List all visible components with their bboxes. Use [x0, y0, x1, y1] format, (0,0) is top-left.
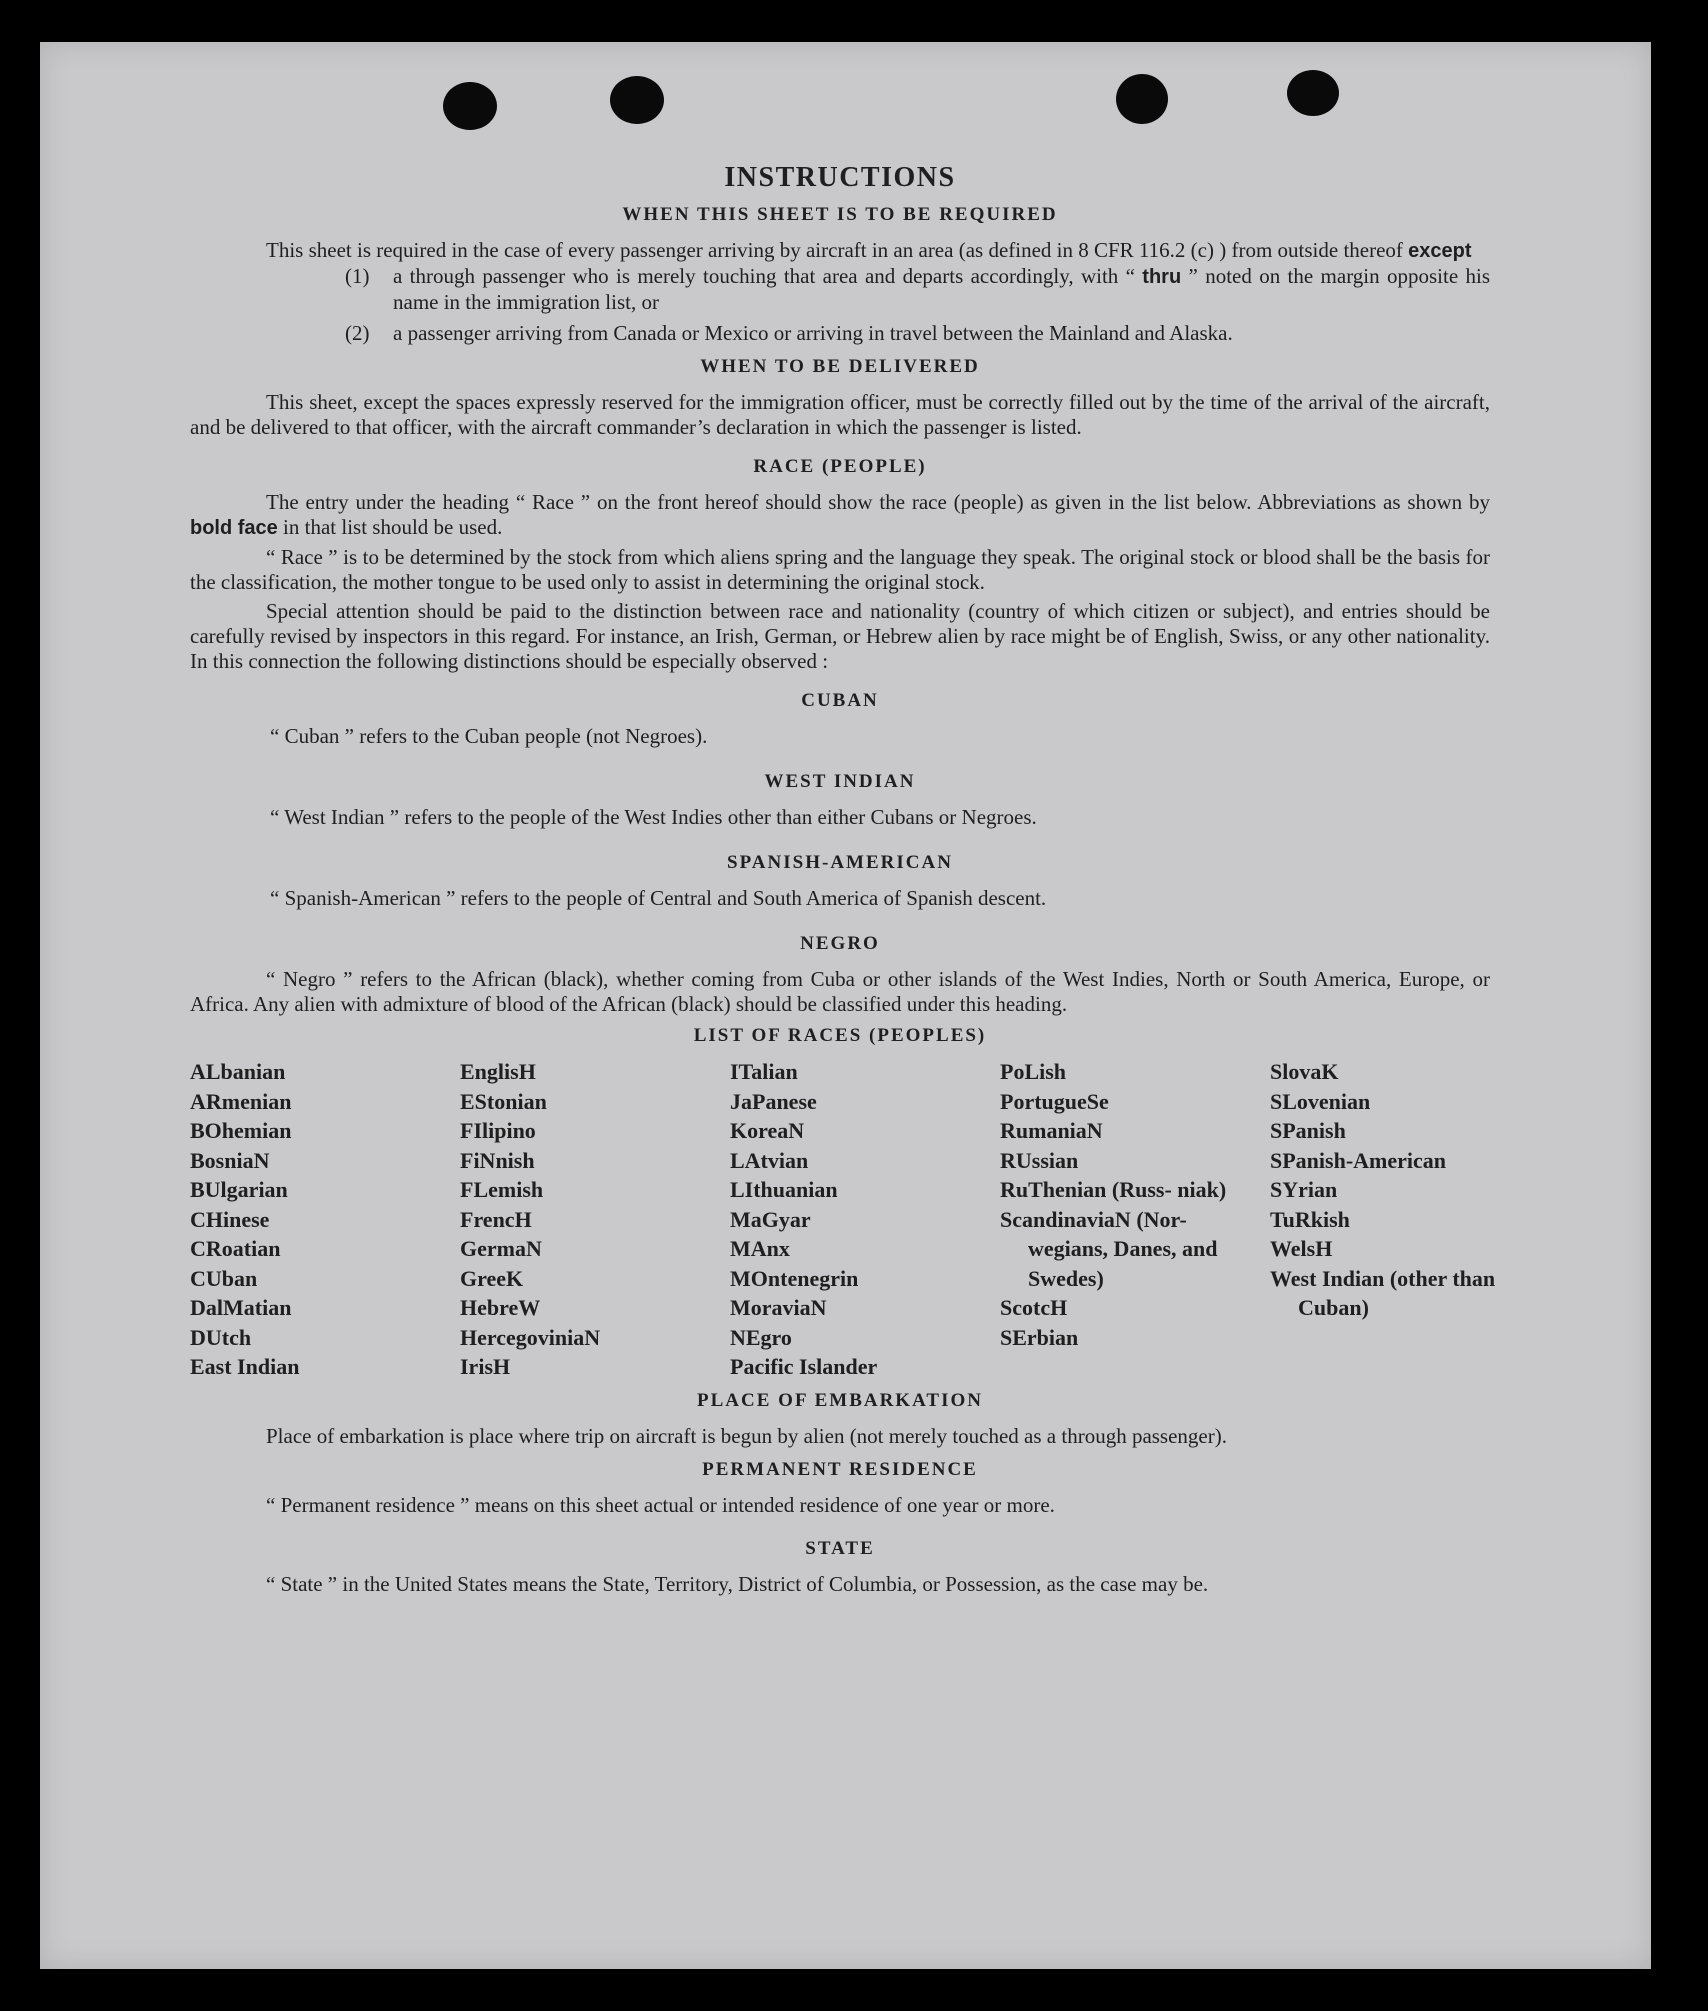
section-heading: STATE — [805, 1537, 875, 1559]
race-item: BUlgarian — [190, 1177, 288, 1202]
race-item: RuThenian (Russ- niak) — [1000, 1177, 1227, 1202]
punch-hole — [443, 82, 497, 130]
races-column — [190, 1057, 460, 1382]
race-item: LAtvian — [730, 1147, 809, 1173]
section-heading: WHEN TO BE DELIVERED — [700, 356, 980, 377]
race-item: SPanish-American — [1270, 1147, 1446, 1173]
race-item: ITalian — [730, 1059, 798, 1084]
punch-hole — [1116, 74, 1168, 124]
section-heading: CUBAN — [801, 690, 879, 711]
list-item: (1) a through passenger who is merely touching that area and departs accordingly, with “ thru ” noted on the margin opposite his name in the immigration list, or — [345, 264, 1490, 314]
race-item: FIlipino — [460, 1118, 536, 1143]
race-item: BosniaN — [190, 1147, 270, 1173]
race-item: Pacific Islander — [730, 1354, 878, 1379]
paragraph: “ Race ” is to be determined by the stock from which aliens spring and the language they speak. The original stock or blood shall be the basis for the classification, the mother tongue to be used only to assist in determining the original stock. — [190, 545, 1490, 594]
punch-hole — [610, 76, 664, 124]
races-column — [730, 1057, 1000, 1382]
race-item: JaPanese — [730, 1088, 817, 1114]
section-heading: WHEN THIS SHEET IS TO BE REQUIRED — [622, 204, 1058, 225]
race-item: ALbanian — [190, 1059, 286, 1084]
race-item: NEgro — [730, 1324, 792, 1350]
races-column — [1270, 1057, 1500, 1382]
race-item: MoraviaN — [730, 1295, 827, 1320]
race-item: ScandinaviaN (Nor- wegians, Danes, and Swedes) — [1000, 1206, 1218, 1291]
race-item: DalMatian — [190, 1295, 292, 1320]
paragraph: Special attention should be paid to the distinction between race and nationality (country of which citizen or subject), and entries should be carefully revised by inspectors in this regard. For instance, an Irish, German, or Hebrew alien by race might be of English, Swiss, or any other nationality. In this connection the following distinctions should be especially observed : — [190, 599, 1490, 673]
race-item: SlovaK — [1270, 1059, 1339, 1084]
race-item: SErbian — [1000, 1324, 1079, 1350]
race-item: RUssian — [1000, 1147, 1079, 1173]
races-list — [190, 1057, 1496, 1382]
race-item: HercegoviniaN — [460, 1324, 601, 1350]
paragraph: The entry under the heading “ Race ” on the front hereof should show the race (people) as given in the list below. Abbreviations as shown by bold face in that list should be used. — [190, 490, 1490, 539]
race-item: SLovenian — [1270, 1088, 1371, 1114]
paragraph: “ Permanent residence ” means on this sheet actual or intended residence of one year or more. — [266, 1492, 1055, 1517]
section-heading: NEGRO — [800, 933, 880, 954]
page-title: INSTRUCTIONS — [724, 162, 956, 193]
section-heading: PERMANENT RESIDENCE — [702, 1458, 978, 1480]
races-column — [1000, 1057, 1270, 1382]
race-item: GreeK — [460, 1265, 524, 1291]
race-item: SYrian — [1270, 1177, 1338, 1202]
paragraph: “ West Indian ” refers to the people of the West Indies other than either Cubans or Negroes. — [270, 805, 1037, 829]
paragraph: “ State ” in the United States means the State, Territory, District of Columbia, or Possession, as the case may be. — [266, 1571, 1209, 1596]
punch-hole — [1287, 70, 1339, 116]
section-heading: SPANISH-AMERICAN — [727, 852, 953, 873]
race-item: DUtch — [190, 1324, 252, 1350]
race-item: MOntenegrin — [730, 1265, 859, 1291]
race-item: HebreW — [460, 1295, 541, 1320]
race-item: CHinese — [190, 1206, 270, 1232]
race-item: MAnx — [730, 1236, 790, 1261]
race-item: KoreaN — [730, 1118, 805, 1143]
race-item: RumaniaN — [1000, 1118, 1103, 1143]
race-item: PoLish — [1000, 1059, 1067, 1084]
race-item: GermaN — [460, 1236, 542, 1261]
paragraph: “ Negro ” refers to the African (black), whether coming from Cuba or other islands of the West Indies, North or South America, Europe, or Africa. Any alien with admixture of blood of the African (black) should be classified under this heading. — [190, 967, 1490, 1016]
race-item: PortugueSe — [1000, 1088, 1109, 1114]
instructions-content — [190, 162, 1496, 1597]
exceptions-list — [345, 264, 1490, 346]
race-item: TuRkish — [1270, 1206, 1350, 1232]
race-item: CRoatian — [190, 1236, 281, 1261]
race-item: East Indian — [190, 1354, 300, 1379]
race-item: ScotcH — [1000, 1295, 1068, 1320]
document-sheet — [40, 42, 1651, 1969]
race-item: EnglisH — [460, 1059, 536, 1084]
paragraph: This sheet, except the spaces expressly reserved for the immigration officer, must be correctly filled out by the time of the arrival of the aircraft, and be delivered to that officer, with the aircraft commander’s declaration in which the passenger is listed. — [190, 390, 1490, 439]
race-item: FrencH — [460, 1206, 532, 1232]
race-item: MaGyar — [730, 1206, 811, 1232]
section-heading: WEST INDIAN — [764, 771, 916, 792]
paragraph: “ Cuban ” refers to the Cuban people (not Negroes). — [270, 724, 708, 748]
race-item: West Indian (other than Cuban) — [1270, 1265, 1496, 1320]
race-item: LIthuanian — [730, 1177, 838, 1202]
race-item: FiNnish — [460, 1147, 535, 1173]
race-item: FLemish — [460, 1177, 544, 1202]
section-heading: LIST OF RACES (PEOPLES) — [693, 1025, 987, 1046]
race-item: BOhemian — [190, 1118, 292, 1143]
races-column — [460, 1057, 730, 1382]
paragraph: Place of embarkation is place where trip on aircraft is begun by alien (not merely touched as a through passenger). — [266, 1423, 1227, 1448]
list-item: (2) a passenger arriving from Canada or Mexico or arriving in travel between the Mainland and Alaska. — [345, 321, 1233, 345]
section-heading: PLACE OF EMBARKATION — [697, 1389, 983, 1411]
race-item: ARmenian — [190, 1088, 292, 1114]
race-item: WelsH — [1270, 1236, 1333, 1261]
paragraph: This sheet is required in the case of every passenger arriving by aircraft in an area (as defined in 8 CFR 116.2 (c) ) from outside thereof except — [266, 238, 1472, 262]
section-heading: RACE (PEOPLE) — [753, 456, 927, 477]
race-item: SPanish — [1270, 1118, 1346, 1143]
race-item: CUban — [190, 1265, 258, 1291]
paragraph: “ Spanish-American ” refers to the people of Central and South America of Spanish descent. — [270, 886, 1047, 910]
race-item: EStonian — [460, 1088, 547, 1114]
race-item: IrisH — [460, 1354, 511, 1379]
